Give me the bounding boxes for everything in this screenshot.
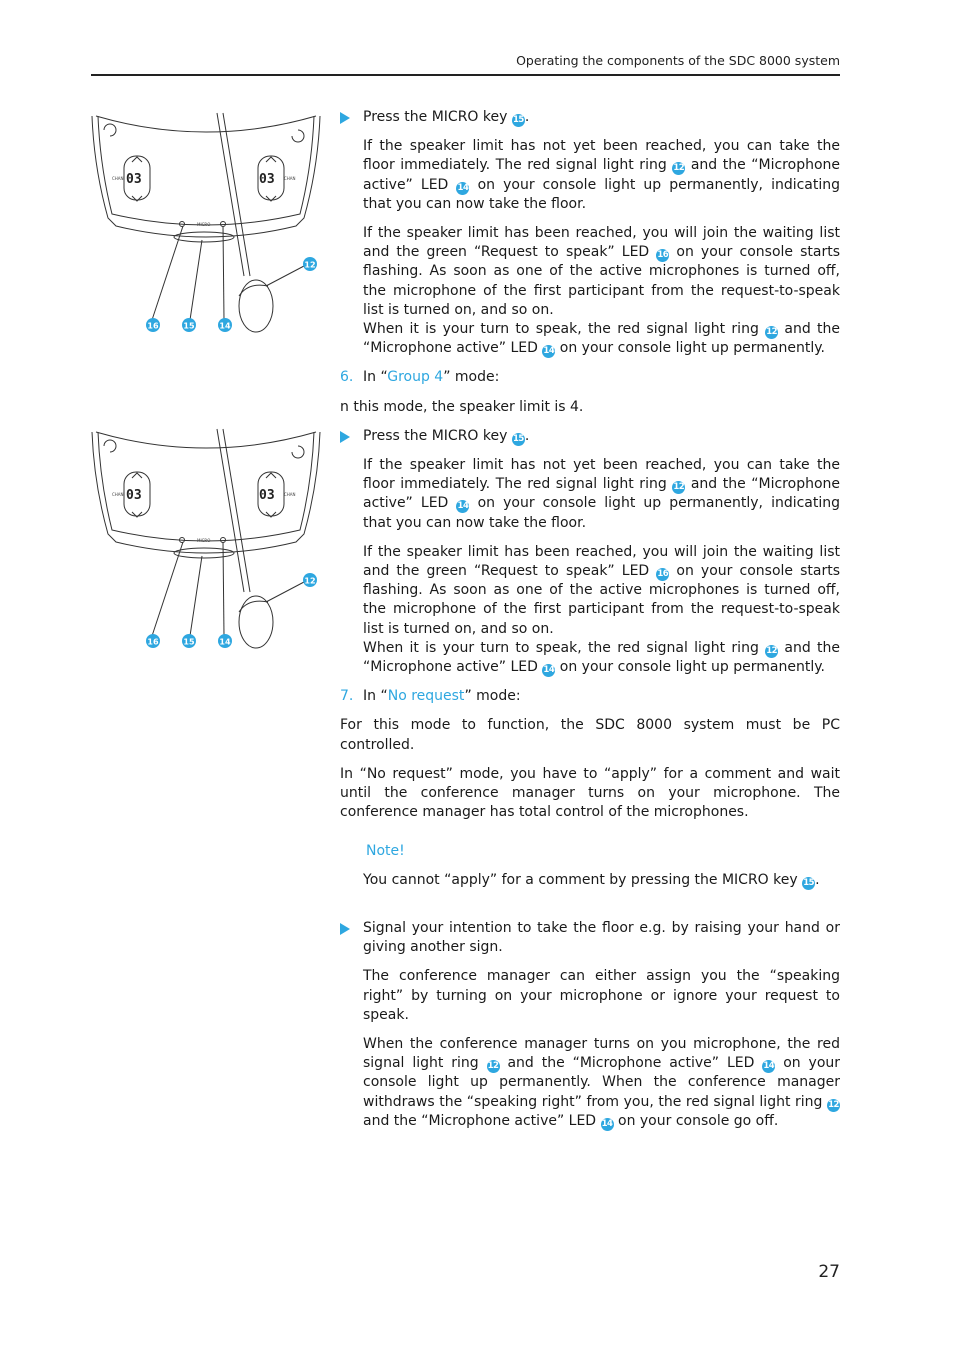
console-illustration-2 bbox=[86, 424, 326, 664]
callout-14-inline: 14 bbox=[543, 346, 555, 357]
header-rule bbox=[91, 74, 840, 76]
callout-12-inline: 12 bbox=[673, 163, 685, 174]
svg-text:16: 16 bbox=[147, 637, 159, 647]
svg-text:12: 12 bbox=[304, 260, 316, 270]
callout-12-inline: 12 bbox=[487, 1061, 499, 1072]
chan-label-right: CHAN bbox=[284, 176, 296, 181]
display-digits-right: 03 bbox=[259, 172, 275, 187]
display-digits-right: 03 bbox=[259, 488, 275, 503]
svg-text:12: 12 bbox=[304, 576, 316, 586]
callout-15-inline: 15 bbox=[803, 877, 815, 888]
note-text: You cannot “apply” for a comment by pressing the MICRO key 15. bbox=[363, 871, 820, 888]
callout-14-inline: 14 bbox=[763, 1061, 775, 1072]
paragraph-limit-not-reached-1: If the speaker limit has not yet been reached, you can take the floor immediately. The red signal light ring 12 and the “Microphone active” LED 14 on your console light up permanently, indicating that you can now take the floor. bbox=[363, 138, 841, 212]
micro-label: MICRO bbox=[197, 538, 211, 543]
console-drawing bbox=[86, 108, 326, 348]
paragraph-limit-reached-1: If the speaker limit has been reached, you will join the waiting list and the green “Request to speak” LED 16 on your console starts flashing. As soon as one of the active microphones is turned off, the microphone of the first participant from the request-to-speak list is turned on, and so on. When it is your turn to speak, the red signal light ring 12 and the “Microphone active” LED 14 on your console light up permanently. bbox=[363, 225, 841, 357]
group4-description: n this mode, the speaker limit is 4. bbox=[340, 398, 584, 415]
step-7-heading: 7. In “No request” mode: bbox=[340, 688, 521, 705]
triangle-bullet-icon bbox=[340, 431, 350, 443]
callout-12-inline: 12 bbox=[766, 645, 778, 656]
callout-14-inline: 14 bbox=[601, 1118, 613, 1129]
no-request-link[interactable]: No request bbox=[387, 688, 465, 705]
pc-controlled-text: For this mode to function, the SDC 8000 system must be PC controlled. bbox=[340, 717, 840, 753]
instruction-signal-intention: Signal your intention to take the floor e.g. by raising your hand or giving another sign. bbox=[340, 919, 840, 957]
paragraph-limit-reached-2: If the speaker limit has been reached, you will join the waiting list and the green “Request to speak” LED 16 on your console starts flashing. As soon as one of the active microphones is turned off, the microphone of the first participant from the request-to-speak list is turned on, and so on. When it is your turn to speak, the red signal light ring 12 and the “Microphone active” LED 14 on your console light up permanently. bbox=[363, 543, 841, 676]
chan-label-right: CHAN bbox=[284, 492, 296, 497]
callout-14 bbox=[218, 634, 232, 648]
group-4-link[interactable]: Group 4 bbox=[387, 369, 444, 386]
svg-text:16: 16 bbox=[147, 321, 159, 331]
step-6-heading: 6. In “Group 4” mode: bbox=[340, 369, 500, 386]
svg-text:14: 14 bbox=[219, 321, 231, 331]
console-drawing bbox=[86, 424, 326, 664]
page-number: 27 bbox=[818, 1262, 840, 1282]
triangle-bullet-icon bbox=[340, 923, 350, 935]
callout-16-inline: 16 bbox=[657, 250, 669, 261]
svg-text:15: 15 bbox=[183, 321, 195, 331]
paragraph-limit-not-reached-2: If the speaker limit has not yet been reached, you can take the floor immediately. The red signal light ring 12 and the “Microphone active” LED 14 on your console light up permanently, indicating that you can now take the floor. bbox=[363, 457, 841, 531]
callout-12 bbox=[303, 257, 317, 271]
callout-12-inline: 12 bbox=[673, 482, 685, 493]
callout-15-inline: 15 bbox=[512, 433, 524, 444]
callout-16 bbox=[146, 318, 160, 332]
main-text bbox=[340, 108, 840, 1131]
callout-15-inline: 15 bbox=[512, 115, 524, 125]
header-title: Operating the components of the SDC 8000 system bbox=[516, 53, 840, 68]
triangle-bullet-icon bbox=[340, 112, 350, 124]
callout-12 bbox=[303, 573, 317, 587]
callout-15 bbox=[182, 318, 196, 332]
display-digits-left: 03 bbox=[126, 172, 142, 187]
instruction-press-micro-2: Press the MICRO key 15. bbox=[340, 427, 840, 446]
chan-label-left: CHAN bbox=[112, 176, 124, 181]
no-request-description: In “No request” mode, you have to “apply” for a comment and wait until the conference manager turns on your microphone. The conference manager has total control of the microphones. bbox=[340, 765, 840, 821]
display-digits-left: 03 bbox=[126, 488, 142, 503]
callout-12-inline: 12 bbox=[828, 1099, 839, 1110]
chan-label-left: CHAN bbox=[112, 492, 124, 497]
paragraph-manager-assign: The conference manager can either assign you the “speaking right” by turning on your microphone or ignore your request to speak. bbox=[363, 968, 840, 1023]
paragraph-manager-turns-on: When the conference manager turns on you microphone, the red signal light ring 12 and the “Microphone active” LED 14 on your console light up permanently. When the conference manager withdraws the “speaking right” from you, the red signal light ring 12 and the “Microphone active” LED 14 on your console go off. bbox=[363, 1035, 841, 1129]
callout-14-inline: 14 bbox=[457, 501, 469, 512]
instruction-press-micro-1: Press the MICRO key 15. bbox=[340, 108, 840, 127]
svg-text:14: 14 bbox=[219, 637, 231, 647]
callout-15 bbox=[182, 634, 196, 648]
callout-14-inline: 14 bbox=[543, 665, 555, 676]
callout-14 bbox=[218, 318, 232, 332]
callout-16 bbox=[146, 634, 160, 648]
console-illustration-1 bbox=[86, 108, 326, 348]
callout-14-inline: 14 bbox=[457, 182, 469, 193]
note-title: Note! bbox=[366, 842, 405, 859]
svg-text:15: 15 bbox=[183, 637, 195, 647]
callout-16-inline: 16 bbox=[657, 569, 669, 580]
callout-12-inline: 12 bbox=[766, 327, 778, 338]
micro-label: MICRO bbox=[197, 222, 211, 227]
